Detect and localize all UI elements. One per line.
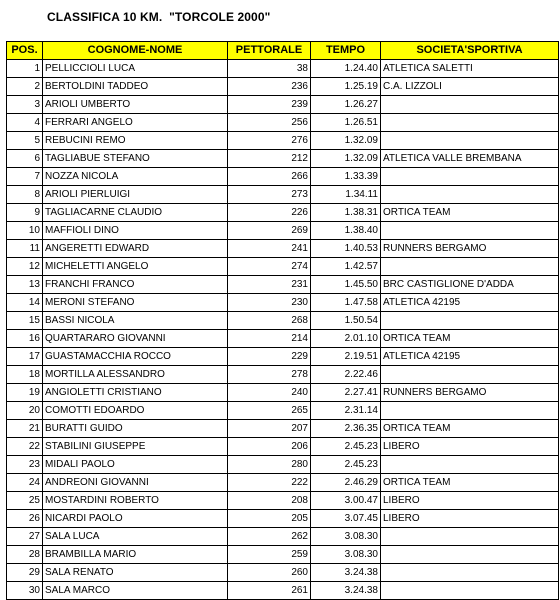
cell-name: BURATTI GUIDO [43, 420, 228, 438]
cell-club [381, 96, 559, 114]
cell-name: FERRARI ANGELO [43, 114, 228, 132]
cell-bib: 212 [228, 150, 311, 168]
cell-time: 1.25.19 [311, 78, 381, 96]
cell-bib: 231 [228, 276, 311, 294]
cell-bib: 229 [228, 348, 311, 366]
cell-bib: 259 [228, 546, 311, 564]
cell-name: ANGIOLETTI CRISTIANO [43, 384, 228, 402]
cell-pos: 14 [7, 294, 43, 312]
cell-club: LIBERO [381, 438, 559, 456]
cell-bib: 208 [228, 492, 311, 510]
cell-time: 1.38.40 [311, 222, 381, 240]
cell-time: 3.24.38 [311, 582, 381, 600]
table-row [7, 348, 559, 366]
table-row [7, 366, 559, 384]
table-row [7, 276, 559, 294]
table-row [7, 60, 559, 78]
page-title: CLASSIFICA 10 KM. "TORCOLE 2000" [47, 10, 271, 24]
cell-club [381, 564, 559, 582]
cell-name: MORTILLA ALESSANDRO [43, 366, 228, 384]
cell-time: 1.34.11 [311, 186, 381, 204]
cell-bib: 207 [228, 420, 311, 438]
table-row [7, 96, 559, 114]
table-row [7, 384, 559, 402]
table-row [7, 510, 559, 528]
cell-bib: 261 [228, 582, 311, 600]
cell-time: 1.40.53 [311, 240, 381, 258]
cell-name: SALA MARCO [43, 582, 228, 600]
cell-name: PELLICCIOLI LUCA [43, 60, 228, 78]
cell-bib: 276 [228, 132, 311, 150]
table-row [7, 312, 559, 330]
cell-pos: 23 [7, 456, 43, 474]
table-row [7, 330, 559, 348]
cell-club [381, 582, 559, 600]
cell-bib: 236 [228, 78, 311, 96]
table-row [7, 168, 559, 186]
cell-name: TAGLIACARNE CLAUDIO [43, 204, 228, 222]
results-table [6, 41, 559, 600]
table-row [7, 528, 559, 546]
cell-time: 1.38.31 [311, 204, 381, 222]
cell-time: 3.24.38 [311, 564, 381, 582]
table-row [7, 186, 559, 204]
cell-bib: 214 [228, 330, 311, 348]
cell-club [381, 114, 559, 132]
cell-name: QUARTARARO GIOVANNI [43, 330, 228, 348]
cell-club: ORTICA TEAM [381, 330, 559, 348]
cell-bib: 206 [228, 438, 311, 456]
cell-bib: 240 [228, 384, 311, 402]
cell-club: RUNNERS BERGAMO [381, 240, 559, 258]
cell-bib: 230 [228, 294, 311, 312]
cell-name: MIDALI PAOLO [43, 456, 228, 474]
cell-pos: 25 [7, 492, 43, 510]
cell-time: 3.08.30 [311, 546, 381, 564]
cell-bib: 268 [228, 312, 311, 330]
cell-pos: 2 [7, 78, 43, 96]
cell-name: ANGERETTI EDWARD [43, 240, 228, 258]
cell-pos: 11 [7, 240, 43, 258]
cell-club [381, 258, 559, 276]
table-row [7, 402, 559, 420]
cell-time: 2.31.14 [311, 402, 381, 420]
cell-bib: 222 [228, 474, 311, 492]
cell-name: BRAMBILLA MARIO [43, 546, 228, 564]
cell-name: MOSTARDINI ROBERTO [43, 492, 228, 510]
table-row [7, 222, 559, 240]
table-row [7, 114, 559, 132]
cell-pos: 15 [7, 312, 43, 330]
cell-pos: 29 [7, 564, 43, 582]
cell-name: TAGLIABUE STEFANO [43, 150, 228, 168]
cell-pos: 27 [7, 528, 43, 546]
cell-time: 2.45.23 [311, 438, 381, 456]
table-row [7, 204, 559, 222]
header-pos: POS. [7, 42, 43, 60]
cell-name: COMOTTI EDOARDO [43, 402, 228, 420]
cell-bib: 241 [228, 240, 311, 258]
cell-club: LIBERO [381, 492, 559, 510]
cell-club: RUNNERS BERGAMO [381, 384, 559, 402]
cell-name: FRANCHI FRANCO [43, 276, 228, 294]
cell-name: BERTOLDINI TADDEO [43, 78, 228, 96]
cell-time: 1.42.57 [311, 258, 381, 276]
cell-club: ATLETICA 42195 [381, 294, 559, 312]
cell-club: ORTICA TEAM [381, 204, 559, 222]
cell-bib: 239 [228, 96, 311, 114]
cell-pos: 6 [7, 150, 43, 168]
table-row [7, 150, 559, 168]
cell-time: 1.45.50 [311, 276, 381, 294]
cell-name: MAFFIOLI DINO [43, 222, 228, 240]
cell-time: 1.47.58 [311, 294, 381, 312]
table-row [7, 456, 559, 474]
cell-name: NICARDI PAOLO [43, 510, 228, 528]
cell-club [381, 528, 559, 546]
cell-pos: 9 [7, 204, 43, 222]
table-row [7, 240, 559, 258]
cell-club: ATLETICA VALLE BREMBANA [381, 150, 559, 168]
cell-bib: 278 [228, 366, 311, 384]
cell-pos: 20 [7, 402, 43, 420]
cell-name: REBUCINI REMO [43, 132, 228, 150]
cell-time: 3.00.47 [311, 492, 381, 510]
cell-time: 3.08.30 [311, 528, 381, 546]
cell-bib: 265 [228, 402, 311, 420]
table-row [7, 492, 559, 510]
cell-club: ORTICA TEAM [381, 474, 559, 492]
table-row [7, 420, 559, 438]
cell-pos: 3 [7, 96, 43, 114]
cell-club [381, 402, 559, 420]
cell-name: STABILINI GIUSEPPE [43, 438, 228, 456]
cell-name: NOZZA NICOLA [43, 168, 228, 186]
cell-pos: 18 [7, 366, 43, 384]
cell-name: BASSI NICOLA [43, 312, 228, 330]
cell-club [381, 546, 559, 564]
cell-name: MICHELETTI ANGELO [43, 258, 228, 276]
table-row [7, 78, 559, 96]
cell-name: ARIOLI PIERLUIGI [43, 186, 228, 204]
cell-time: 1.50.54 [311, 312, 381, 330]
cell-club [381, 222, 559, 240]
cell-pos: 8 [7, 186, 43, 204]
cell-club: BRC CASTIGLIONE D'ADDA [381, 276, 559, 294]
cell-bib: 269 [228, 222, 311, 240]
table-row [7, 258, 559, 276]
cell-time: 2.27.41 [311, 384, 381, 402]
cell-time: 2.45.23 [311, 456, 381, 474]
cell-pos: 24 [7, 474, 43, 492]
cell-pos: 19 [7, 384, 43, 402]
cell-bib: 260 [228, 564, 311, 582]
table-row [7, 546, 559, 564]
cell-club: ATLETICA 42195 [381, 348, 559, 366]
cell-bib: 205 [228, 510, 311, 528]
cell-time: 1.32.09 [311, 150, 381, 168]
cell-pos: 10 [7, 222, 43, 240]
cell-pos: 22 [7, 438, 43, 456]
cell-time: 1.32.09 [311, 132, 381, 150]
table-row [7, 294, 559, 312]
cell-pos: 13 [7, 276, 43, 294]
cell-pos: 7 [7, 168, 43, 186]
cell-time: 1.33.39 [311, 168, 381, 186]
cell-time: 2.01.10 [311, 330, 381, 348]
cell-name: SALA RENATO [43, 564, 228, 582]
table-row [7, 438, 559, 456]
cell-bib: 262 [228, 528, 311, 546]
cell-club [381, 132, 559, 150]
cell-time: 2.36.35 [311, 420, 381, 438]
cell-bib: 38 [228, 60, 311, 78]
table-row [7, 474, 559, 492]
cell-time: 2.46.29 [311, 474, 381, 492]
cell-bib: 274 [228, 258, 311, 276]
cell-time: 1.24.40 [311, 60, 381, 78]
cell-club [381, 366, 559, 384]
cell-pos: 26 [7, 510, 43, 528]
header-time: TEMPO [311, 42, 381, 60]
cell-time: 2.19.51 [311, 348, 381, 366]
cell-pos: 5 [7, 132, 43, 150]
cell-pos: 16 [7, 330, 43, 348]
cell-club [381, 456, 559, 474]
cell-time: 1.26.27 [311, 96, 381, 114]
header-name: COGNOME-NOME [43, 42, 228, 60]
cell-club: ORTICA TEAM [381, 420, 559, 438]
cell-pos: 30 [7, 582, 43, 600]
cell-club [381, 186, 559, 204]
cell-club [381, 312, 559, 330]
cell-name: GUASTAMACCHIA ROCCO [43, 348, 228, 366]
cell-name: SALA LUCA [43, 528, 228, 546]
table-row [7, 132, 559, 150]
results-body [7, 60, 559, 600]
cell-club: C.A. LIZZOLI [381, 78, 559, 96]
cell-time: 3.07.45 [311, 510, 381, 528]
cell-club [381, 168, 559, 186]
cell-name: ARIOLI UMBERTO [43, 96, 228, 114]
cell-name: MERONI STEFANO [43, 294, 228, 312]
cell-pos: 17 [7, 348, 43, 366]
header-row [7, 42, 559, 60]
header-club: SOCIETA'SPORTIVA [381, 42, 559, 60]
cell-bib: 280 [228, 456, 311, 474]
cell-pos: 28 [7, 546, 43, 564]
cell-pos: 21 [7, 420, 43, 438]
cell-bib: 266 [228, 168, 311, 186]
cell-time: 1.26.51 [311, 114, 381, 132]
cell-bib: 256 [228, 114, 311, 132]
header-bib: PETTORALE [228, 42, 311, 60]
table-row [7, 582, 559, 600]
cell-bib: 273 [228, 186, 311, 204]
cell-pos: 12 [7, 258, 43, 276]
table-row [7, 564, 559, 582]
cell-time: 2.22.46 [311, 366, 381, 384]
cell-pos: 4 [7, 114, 43, 132]
cell-pos: 1 [7, 60, 43, 78]
cell-club: LIBERO [381, 510, 559, 528]
cell-bib: 226 [228, 204, 311, 222]
cell-name: ANDREONI GIOVANNI [43, 474, 228, 492]
cell-club: ATLETICA SALETTI [381, 60, 559, 78]
